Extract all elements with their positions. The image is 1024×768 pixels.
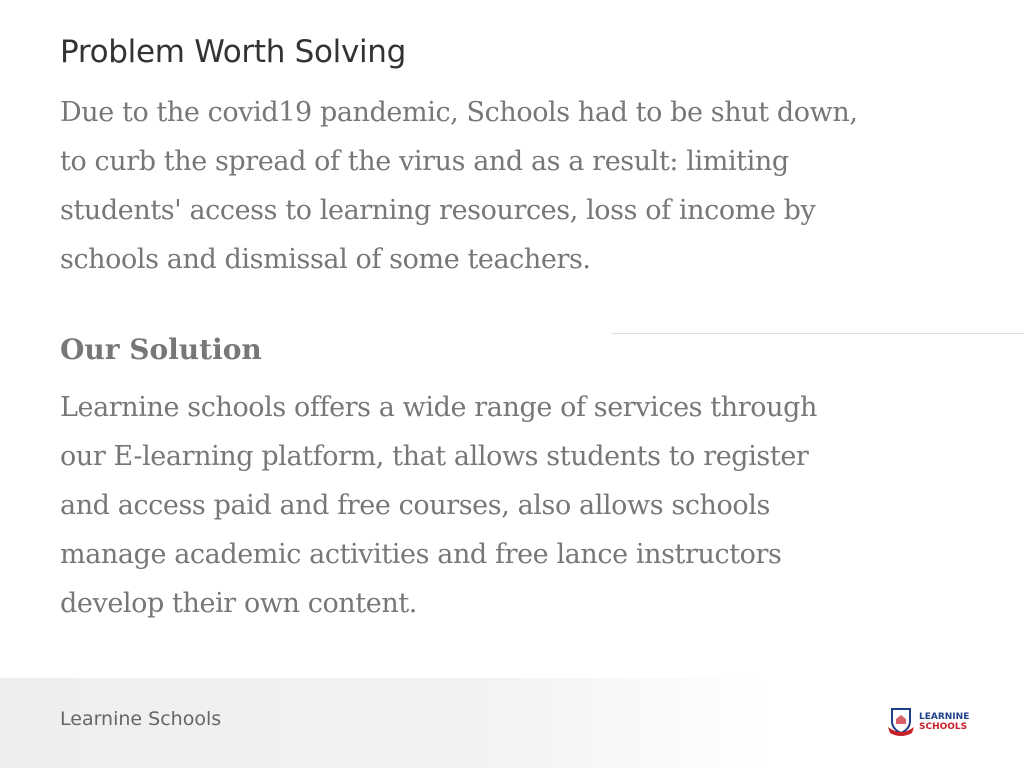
logo-line2: SCHOOLS	[919, 722, 968, 732]
solution-paragraph	[60, 383, 817, 628]
solution-line: develop their own content.	[60, 588, 417, 619]
solution-line: manage academic activities and free lance instructors	[60, 539, 782, 570]
solution-line: and access paid and free courses, also allows schools	[60, 490, 770, 521]
problem-line: Due to the covid19 pandemic, Schools had to be shut down,	[60, 97, 858, 128]
problem-line: schools and dismissal of some teachers.	[60, 244, 591, 275]
solution-line: our E-learning platform, that allows students to register	[60, 441, 809, 472]
problem-line: to curb the spread of the virus and as a result: limiting	[60, 146, 789, 177]
divider	[612, 333, 1024, 334]
learnine-logo	[887, 707, 969, 737]
solution-line: Learnine schools offers a wide range of services through	[60, 392, 817, 423]
solution-heading: Our Solution	[60, 333, 262, 366]
slide-title: Problem Worth Solving	[60, 34, 407, 70]
problem-paragraph	[60, 88, 858, 284]
shield-crest-icon	[887, 707, 915, 737]
footer-text: Learnine Schools	[60, 708, 222, 730]
problem-line: students' access to learning resources, loss of income by	[60, 195, 816, 226]
logo-line1: LEARNINE	[919, 712, 970, 722]
